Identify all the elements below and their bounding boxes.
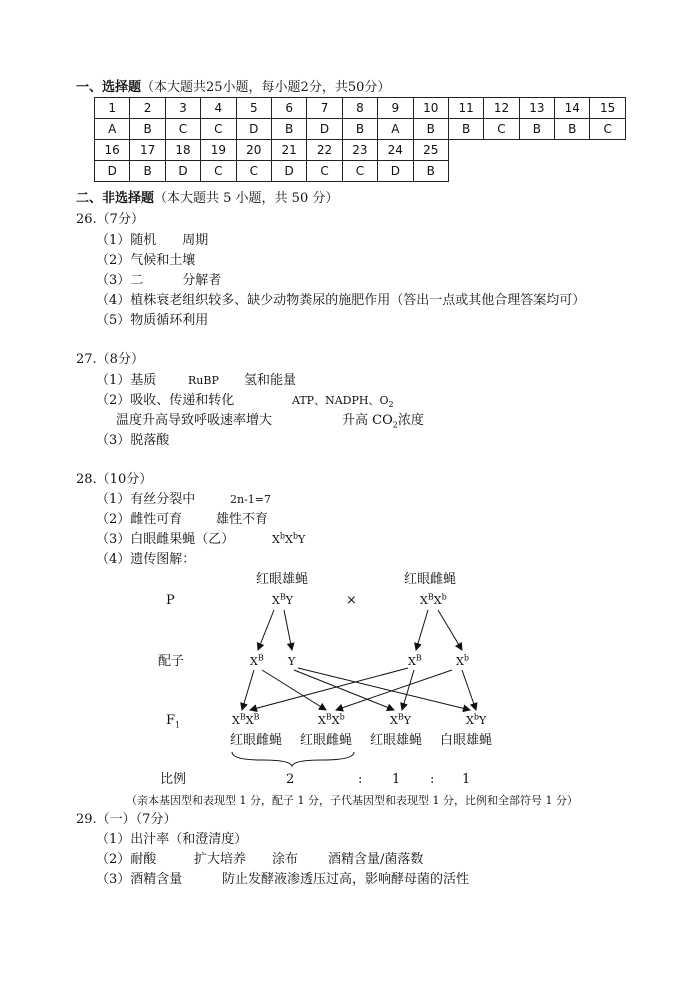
offspring-genotype-2: $X^BX^b$: [318, 712, 345, 727]
cell: 20: [236, 140, 271, 161]
cell: B: [448, 119, 483, 140]
cell: B: [342, 119, 377, 140]
cell: 12: [484, 98, 519, 119]
cell: 21: [271, 140, 306, 161]
cell: B: [519, 119, 554, 140]
q27-line-1b: RuBP: [188, 374, 219, 387]
q27-line-3a: 温度升高导致呼吸速率增大: [116, 413, 273, 428]
cell: B: [271, 119, 306, 140]
q27-line-1c: 氢和能量: [244, 373, 297, 388]
arrow-male-to-XB: [258, 610, 274, 650]
cell: 16: [95, 140, 130, 161]
q26-line-5: （5）物质循环利用: [96, 313, 209, 328]
ratio-value-2: 1: [392, 772, 401, 787]
cell: 5: [236, 98, 271, 119]
cell: C: [590, 119, 625, 140]
cell: B: [130, 119, 165, 140]
ratio-value-1: 2: [286, 772, 295, 787]
female-parent-phenotype: 红眼雌蝇: [404, 572, 457, 587]
q29-line-1: （1）出汁率（和澄清度）: [96, 832, 248, 847]
cell: 10: [413, 98, 448, 119]
q27-line-1a: （1）基质: [96, 373, 157, 388]
offspring-phenotype-3: 红眼雄蝇: [370, 733, 423, 748]
section2-title: 二、非选择题: [76, 191, 155, 206]
female-parent-genotype: $X^BX^b$: [420, 592, 447, 607]
q28-line-3b: $X^bX^bY$: [272, 531, 306, 546]
cell: 17: [130, 140, 165, 161]
cell: D: [236, 119, 271, 140]
gamete-male-Y: Y: [288, 655, 296, 668]
q26-line-4: （4）植株衰老组织较多、缺少动物粪尿的施肥作用（答出一点或其他合理答案均可）: [96, 293, 586, 308]
cell: D: [165, 161, 200, 182]
section1-note: （本大题共25小题，每小题2分，共50分）: [141, 80, 391, 95]
cell: 25: [413, 140, 448, 161]
q28-line-3a: （3）白眼雌果蝇（乙）: [96, 532, 235, 547]
cell: A: [378, 119, 413, 140]
q28-line-2b: 雄性不育: [216, 512, 269, 527]
q27-heading: 27.（8分）: [76, 352, 144, 367]
q27-line-2b: ATP、NADPH、$O_2$: [292, 394, 394, 410]
cell: D: [95, 161, 130, 182]
cell: 2: [130, 98, 165, 119]
cell: 18: [165, 140, 200, 161]
q29-line-2d: 酒精含量/菌落数: [328, 852, 424, 867]
cell: 3: [165, 98, 200, 119]
cell: C: [201, 119, 236, 140]
male-parent-phenotype: 红眼雄蝇: [256, 572, 309, 587]
cell: C: [484, 119, 519, 140]
offspring-phenotype-4: 白眼雄蝇: [440, 733, 493, 748]
q27-line-4: （3）脱落酸: [96, 433, 170, 448]
cell: 6: [271, 98, 306, 119]
cell: B: [555, 119, 590, 140]
section1-title: 一、选择题: [76, 80, 142, 95]
ratio-value-3: 1: [462, 772, 471, 787]
arrow-fXb-to-o2: [336, 670, 452, 710]
q27-line-2a: （2）吸收、传递和转化: [96, 393, 235, 408]
cell: 24: [378, 140, 413, 161]
cell: B: [413, 161, 448, 182]
cell: D: [271, 161, 306, 182]
arrow-XB-to-o1: [242, 670, 254, 710]
gamete-female-XB: $X^B$: [408, 653, 422, 668]
ratio-sep-1: :: [358, 772, 363, 787]
male-parent-genotype: $X^BY$: [272, 592, 293, 607]
offspring-genotype-3: $X^BY$: [390, 712, 411, 727]
q28-heading: 28.（10分）: [76, 472, 153, 487]
female-offspring-brace: [232, 752, 354, 766]
q28-line-4: （4）遗传图解：: [96, 552, 196, 567]
q29-heading: 29.（一）（7分）: [76, 812, 177, 827]
cell: C: [201, 161, 236, 182]
arrow-female-to-Xb: [438, 610, 462, 650]
q28-grading-note: （亲本基因型和表现型 1 分，配子 1 分，子代基因型和表现型 1 分，比例和全部符号 1 分）: [126, 794, 578, 807]
cell: D: [307, 119, 342, 140]
cell: 11: [448, 98, 483, 119]
ratio-sep-2: :: [430, 772, 435, 787]
offspring-genotype-1: $X^BX^B$: [232, 712, 260, 727]
cell: C: [307, 161, 342, 182]
cell: 14: [555, 98, 590, 119]
gamete-male-XB: $X^B$: [250, 653, 264, 668]
cell: 8: [342, 98, 377, 119]
cell: D: [378, 161, 413, 182]
offspring-phenotype-2: 红眼雌蝇: [300, 733, 353, 748]
ratio-label: 比例: [160, 772, 187, 787]
cell: 13: [519, 98, 554, 119]
cell: 23: [342, 140, 377, 161]
q27-line-3b: 升高 $CO_2$浓度: [342, 413, 424, 430]
q28-line-2a: （2）雌性可育: [96, 512, 183, 527]
q26-line-2: （2）气候和土壤: [96, 253, 196, 268]
cell: 1: [95, 98, 130, 119]
gamete-female-Xb: $X^b$: [456, 653, 469, 668]
q28-line-1a: （1）有丝分裂中: [96, 492, 196, 507]
cell: 7: [307, 98, 342, 119]
cell: A: [95, 119, 130, 140]
q26-heading: 26.（7分）: [76, 212, 144, 227]
cell: C: [342, 161, 377, 182]
q29-line-2c: 涂布: [272, 852, 299, 867]
arrow-female-to-XB: [416, 610, 428, 650]
arrow-fXb-to-o4: [462, 670, 476, 710]
q29-line-3b: 防止发酵液渗透压过高，影响酵母菌的活性: [222, 872, 470, 887]
cell: B: [130, 161, 165, 182]
cell: C: [165, 119, 200, 140]
cell: 15: [590, 98, 625, 119]
q29-line-2a: （2）耐酸: [96, 852, 157, 867]
cross-symbol: ×: [346, 593, 357, 608]
q26-line-1: （1）随机 周期: [96, 233, 209, 248]
gamete-label: 配子: [158, 654, 185, 669]
q28-line-1b: 2n-1=7: [230, 493, 272, 506]
p-label: P: [166, 593, 175, 608]
offspring-phenotype-1: 红眼雌蝇: [230, 733, 283, 748]
q29-line-3a: （3）酒精含量: [96, 872, 183, 887]
f1-label: $F_1$: [166, 713, 181, 730]
cell: B: [413, 119, 448, 140]
cell: 4: [201, 98, 236, 119]
offspring-genotype-4: $X^bY$: [466, 712, 487, 727]
q29-line-2b: 扩大培养: [194, 852, 247, 867]
cell: 9: [378, 98, 413, 119]
cell: C: [236, 161, 271, 182]
cell: 19: [201, 140, 236, 161]
arrow-fXB-to-o3: [402, 670, 414, 710]
section2-note: （本大题共 5 小题，共 50 分）: [154, 191, 339, 206]
q26-line-3: （3）二 分解者: [96, 273, 222, 288]
cell: 22: [307, 140, 342, 161]
arrow-male-to-Y: [284, 610, 292, 650]
